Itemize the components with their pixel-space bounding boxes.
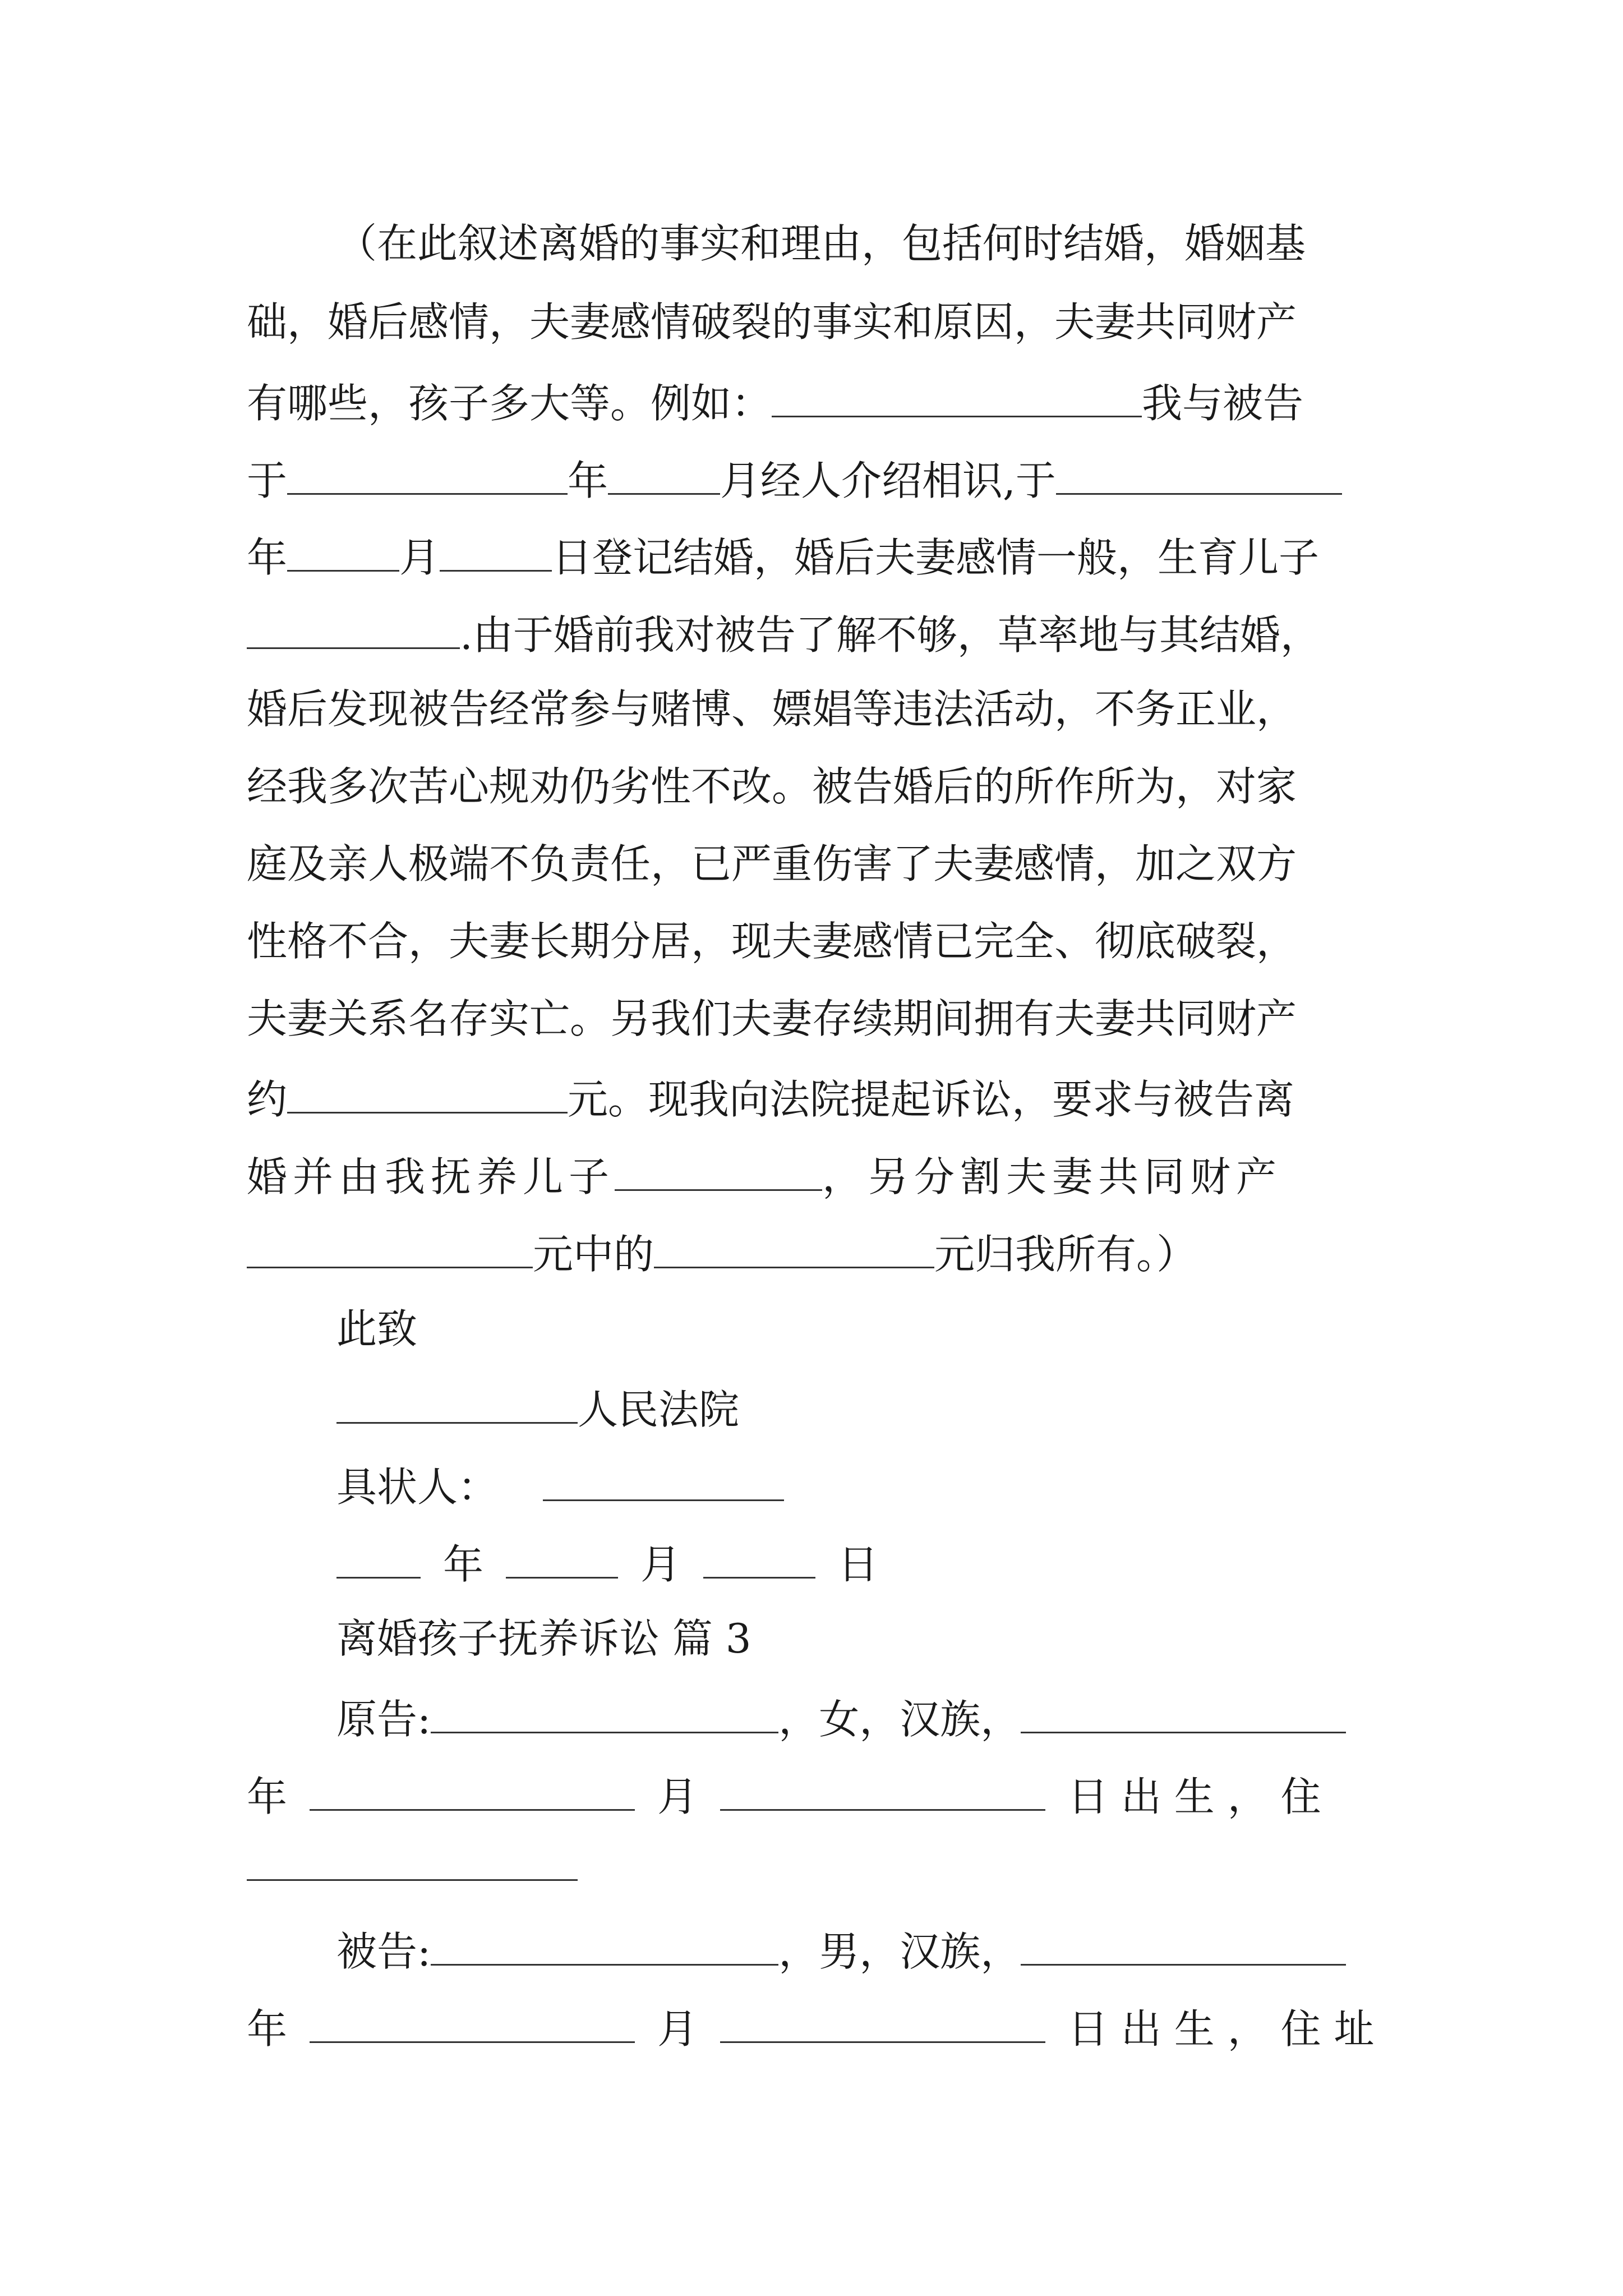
body-text: 元归我所有。）: [934, 1231, 1197, 1278]
body-text: 于: [247, 457, 288, 504]
body-line-11: [247, 995, 1297, 1042]
year-blank[interactable]: [336, 1541, 421, 1579]
closing-text: 日: [838, 1541, 879, 1588]
plaintiff-line: [336, 1696, 1346, 1743]
month-blank[interactable]: [720, 2005, 1045, 2043]
address-blank[interactable]: [247, 1879, 578, 1881]
text: 年: [247, 1773, 288, 1820]
body-line-8: [247, 763, 1297, 810]
fill-blank[interactable]: [287, 534, 399, 572]
body-text: （在此叙述离婚的事实和理由，包括何时结婚，婚姻基: [336, 220, 1306, 267]
year-blank[interactable]: [310, 2005, 635, 2043]
fill-blank[interactable]: [287, 457, 568, 495]
plaintiff-birth-line: [247, 1773, 1321, 1820]
text: 日 出 生 ， 住 址: [1068, 2005, 1375, 2053]
closing-text: 具状人：: [336, 1464, 499, 1511]
body-line-13: [247, 1153, 1283, 1200]
year-blank[interactable]: [310, 1773, 635, 1811]
closing-date: [336, 1541, 879, 1588]
closing-text: 此致: [336, 1305, 418, 1352]
defendant-birth-blank[interactable]: [1021, 1928, 1346, 1966]
body-line-14: [247, 1231, 1197, 1278]
body-text: 元中的: [533, 1231, 654, 1278]
body-text: 年: [568, 457, 608, 504]
body-text: 庭及亲人极端不负责任，已严重伤害了夫妻感情，加之双方: [247, 840, 1297, 887]
fill-blank[interactable]: [1056, 457, 1342, 495]
fill-blank[interactable]: [772, 380, 1142, 417]
text: ，女，汉族，: [778, 1696, 1021, 1743]
closing-court: [336, 1386, 740, 1433]
fill-blank[interactable]: [608, 457, 720, 495]
label: 被告:: [336, 1928, 431, 1975]
fill-blank[interactable]: [247, 1231, 533, 1268]
closing-text: 年: [443, 1541, 484, 1588]
body-text: 性格不合，夫妻长期分居，现夫妻感情已完全、彻底破裂，: [247, 918, 1297, 965]
closing-text: 人民法院: [578, 1386, 740, 1433]
fill-blank[interactable]: [287, 1076, 568, 1114]
fill-blank[interactable]: [615, 1153, 822, 1191]
body-line-3: [247, 380, 1304, 427]
signer-blank[interactable]: [543, 1464, 784, 1501]
fill-blank[interactable]: [247, 611, 460, 649]
body-line-5: [247, 534, 1320, 581]
body-text: 有哪些，孩子多大等。例如：: [247, 380, 772, 427]
section-title: [336, 1615, 751, 1662]
text: 月: [657, 1773, 698, 1820]
defendant-name-blank[interactable]: [431, 1928, 778, 1966]
section-title-text: 离婚孩子抚养诉讼 篇 3: [336, 1615, 751, 1662]
body-text: 约: [247, 1076, 288, 1123]
body-text: 夫妻关系名存实亡。另我们夫妻存续期间拥有夫妻共同财产: [247, 995, 1297, 1042]
month-blank[interactable]: [720, 1773, 1045, 1811]
body-text: 我与被告: [1142, 380, 1304, 427]
body-text: 经我多次苦心规劝仍劣性不改。被告婚后的所作所为，对家: [247, 763, 1297, 810]
court-name-blank[interactable]: [336, 1386, 578, 1424]
plaintiff-birth-blank[interactable]: [1021, 1696, 1346, 1733]
label: 原告:: [336, 1696, 431, 1743]
body-line-2: [247, 298, 1297, 346]
body-line-4: [247, 457, 1342, 504]
body-line-10: [247, 918, 1297, 965]
body-text: 础，婚后感情，夫妻感情破裂的事实和原因，夫妻共同财产: [247, 298, 1297, 346]
body-line-7: [247, 685, 1297, 733]
body-line-12: [247, 1076, 1295, 1123]
body-line-9: [247, 840, 1297, 887]
plaintiff-name-blank[interactable]: [431, 1696, 778, 1733]
text: 月: [657, 2005, 698, 2053]
body-text: 婚后发现被告经常参与赌博、嫖娼等违法活动，不务正业，: [247, 685, 1297, 733]
text: ，男，汉族，: [778, 1928, 1021, 1975]
month-blank[interactable]: [506, 1541, 618, 1579]
closing-cizhi: [336, 1305, 418, 1352]
body-text: .由于婚前我对被告了解不够，草率地与其结婚，: [460, 611, 1321, 659]
body-text: 日登记结婚，婚后夫妻感情一般，生育儿子: [552, 534, 1320, 581]
day-blank[interactable]: [703, 1541, 815, 1579]
closing-text: 月: [640, 1541, 681, 1588]
body-text: ，另分割夫妻共同财产: [822, 1153, 1283, 1200]
body-line-6: [247, 611, 1321, 659]
body-text: 元。现我向法院提起诉讼，要求与被告离: [568, 1076, 1295, 1123]
text: 年: [247, 2005, 288, 2053]
text: 日 出 生 ， 住: [1068, 1773, 1321, 1820]
defendant-birth-line: [247, 2005, 1375, 2053]
closing-signer: [336, 1464, 784, 1511]
fill-blank[interactable]: [440, 534, 552, 572]
body-text: 月: [399, 534, 440, 581]
defendant-line: [336, 1928, 1346, 1975]
body-text: 年: [247, 534, 288, 581]
body-line-1: [336, 220, 1306, 267]
body-text: 月经人介绍相识,于: [720, 457, 1056, 504]
fill-blank[interactable]: [654, 1231, 934, 1268]
body-text: 婚并由我抚养儿子: [247, 1153, 615, 1200]
